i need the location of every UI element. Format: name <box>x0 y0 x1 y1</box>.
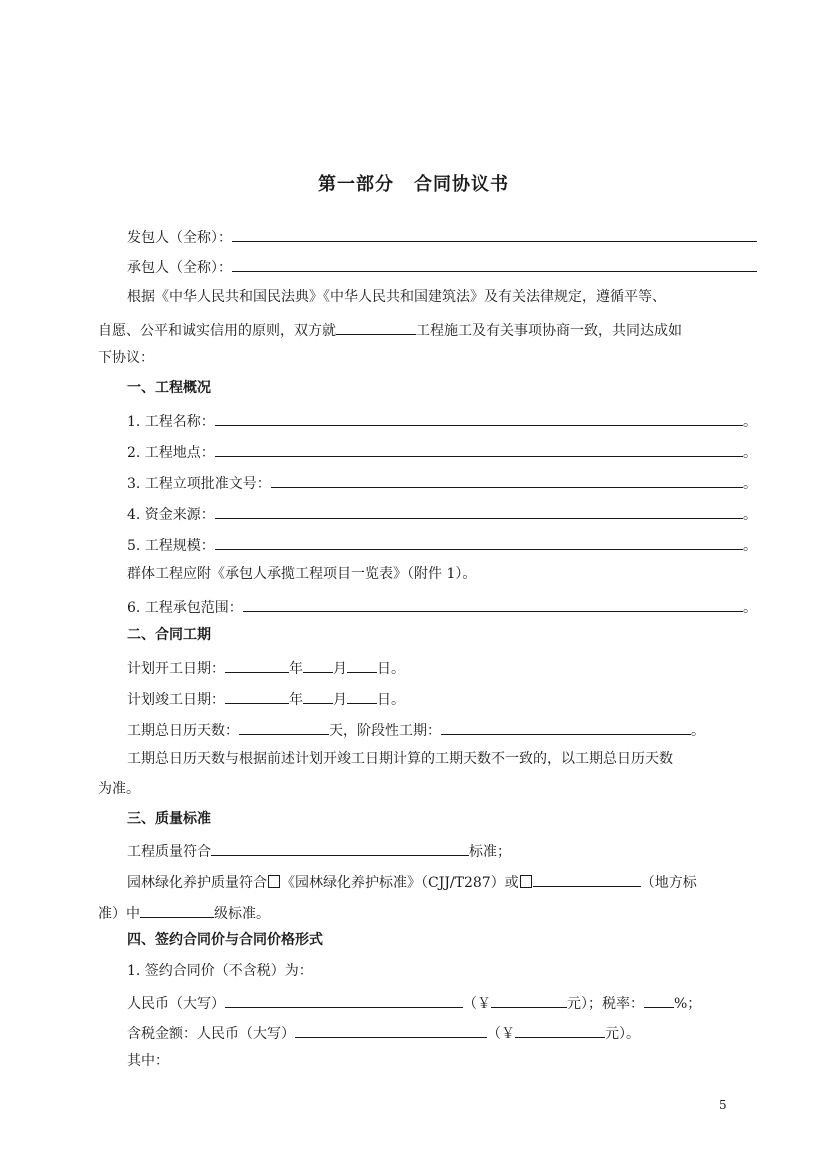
project-scale-line: 5. 工程规模： 。 <box>98 534 757 555</box>
among-line: 其中： <box>127 1053 169 1069</box>
garden-standard-line: 园林绿化养护质量符合 《园林绿化养护标准》（CJJ/T287）或 （地方标 <box>98 871 757 892</box>
local-standard-field[interactable] <box>533 871 641 887</box>
national-standard-checkbox[interactable] <box>268 875 280 888</box>
start-year-field[interactable] <box>225 657 289 673</box>
employer-line: 发包人（全称）： <box>98 226 757 247</box>
preamble-line-2: 自愿、公平和诚实信用的原则，双方就 工程施工及有关事项协商一致，共同达成如 <box>98 319 728 340</box>
contract-price-line: 1. 签约合同价（不含税）为： <box>127 963 313 979</box>
price-rmb-line: 人民币（大写） （￥ 元）；税率： %； <box>98 992 757 1013</box>
section-3-heading: 三、质量标准 <box>127 811 211 827</box>
total-days-field[interactable] <box>239 719 329 735</box>
tax-inclusive-amount-field[interactable] <box>515 1022 605 1038</box>
planned-finish-line: 计划竣工日期： 年 月 日。 <box>98 688 757 709</box>
section-2-heading: 二、合同工期 <box>127 627 211 643</box>
group-project-note: 群体工程应附《承包人承揽工程项目一览表》（附件 1）。 <box>127 566 477 582</box>
start-month-field[interactable] <box>303 657 333 673</box>
approval-number-line: 3. 工程立项批准文号： 。 <box>98 472 757 493</box>
employer-name-field[interactable] <box>232 226 757 242</box>
finish-month-field[interactable] <box>303 688 333 704</box>
start-day-field[interactable] <box>347 657 377 673</box>
quality-standard-field[interactable] <box>211 840 469 856</box>
garden-standard-line-2: 准）中 级标准。 <box>98 902 728 923</box>
project-location-line: 2. 工程地点： 。 <box>98 441 757 462</box>
page-number: 5 <box>719 1098 727 1112</box>
preamble-line-1: 根据《中华人民共和国民法典》《中华人民共和国建筑法》及有关法律规定，遵循平等、 <box>127 289 666 305</box>
tax-inclusive-line: 含税金额：人民币（大写） （￥ 元）。 <box>98 1022 757 1043</box>
price-words-field[interactable] <box>225 992 463 1008</box>
quality-standard-line: 工程质量符合 标准； <box>98 840 757 861</box>
page-title: 第一部分 合同协议书 <box>318 174 509 195</box>
phase-duration-field[interactable] <box>441 719 691 735</box>
duration-line: 工期总日历天数： 天，阶段性工期： 。 <box>98 719 757 740</box>
duration-note-line-1: 工期总日历天数与根据前述计划开竣工日期计算的工期天数不一致的，以工期总日历天数 <box>127 751 673 767</box>
finish-year-field[interactable] <box>225 688 289 704</box>
project-name-field[interactable] <box>215 410 743 426</box>
finish-day-field[interactable] <box>347 688 377 704</box>
funding-source-line: 4. 资金来源： 。 <box>98 503 757 524</box>
section-1-heading: 一、工程概况 <box>127 380 211 396</box>
price-amount-field[interactable] <box>491 992 567 1008</box>
preamble-line-3: 下协议： <box>98 350 154 366</box>
project-scale-field[interactable] <box>215 534 743 550</box>
standard-grade-field[interactable] <box>140 902 214 918</box>
funding-source-field[interactable] <box>215 503 743 519</box>
contract-scope-field[interactable] <box>243 596 743 612</box>
duration-note-line-2: 为准。 <box>98 781 140 797</box>
tax-rate-field[interactable] <box>644 992 674 1008</box>
approval-number-field[interactable] <box>271 472 743 488</box>
local-standard-checkbox[interactable] <box>520 875 532 888</box>
contractor-line: 承包人（全称）： <box>98 256 757 277</box>
contract-scope-line: 6. 工程承包范围： 。 <box>98 596 757 617</box>
project-name-line: 1. 工程名称： 。 <box>98 410 757 431</box>
planned-start-line: 计划开工日期： 年 月 日。 <box>98 657 757 678</box>
contractor-name-field[interactable] <box>232 256 757 272</box>
tax-inclusive-words-field[interactable] <box>295 1022 487 1038</box>
project-name-blank[interactable] <box>336 319 416 335</box>
section-4-heading: 四、签约合同价与合同价格形式 <box>127 932 323 948</box>
project-location-field[interactable] <box>215 441 743 457</box>
